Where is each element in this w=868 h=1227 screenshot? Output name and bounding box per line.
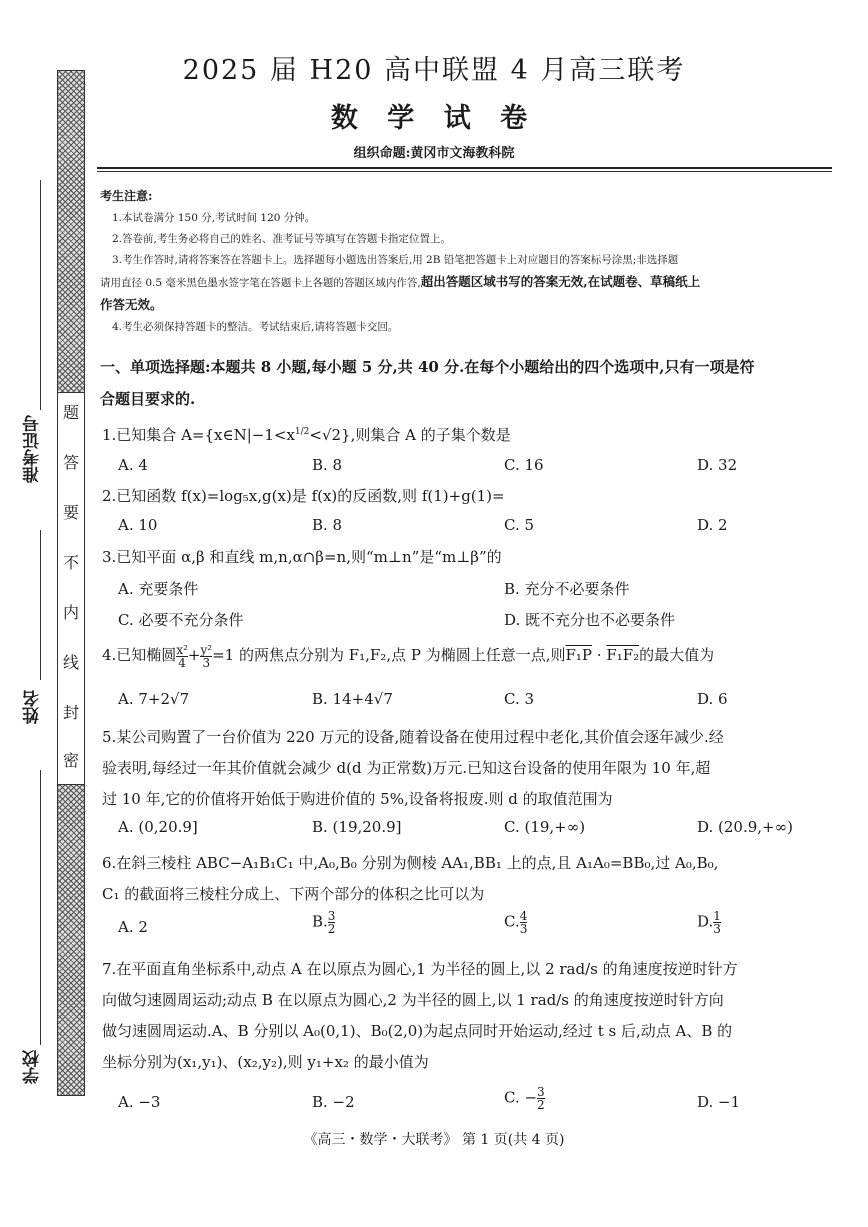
q2-option-a[interactable]: A. 10 [118,516,158,534]
q6-option-c[interactable]: C. $\frac{4}{3}$ [504,909,528,936]
question-7: 7.在平面直角坐标系中,动点 A 在以原点为圆心,1 为半径的圆上,以 2 rad/s 的角速度按逆时针方 向做匀速圆周运动;动点 B 在以原点为圆心,2 为半径的圆上,以 1 rad/s 的角速度按逆时针方向 做匀速圆周运动.A、B 分别以 A₀(0,1)、B₀(2,0)为起点同时开始运动,经过 t s 后,动点 A、B 的 坐标分别为(x₁,y₁)、(x₂,y₂),则 y₁+x₂ 的最小值为 [102,960,738,1071]
notice-item: 1.本试卷满分 150 分,考试时间 120 分钟。 [112,212,316,224]
fraction: $\frac{3}{2}$ [537,1085,545,1112]
q3-option-a[interactable]: A. 充要条件 [118,580,199,598]
q1-option-b[interactable]: B. 8 [312,456,343,474]
notice-item: 作答无效。 [100,297,163,312]
q4-option-b[interactable]: B. 14+4√7 [312,690,393,708]
q7-option-a[interactable]: A. −3 [118,1093,161,1111]
seal-char: 线 [62,653,79,672]
page-footer: 《高三・数学・大联考》 第 1 页(共 4 页) [303,1132,565,1148]
fraction: $\frac{\text{x²}}{4}$ [176,642,188,670]
seal-char: 不 [62,553,79,572]
fraction: $\frac{4}{3}$ [519,909,528,936]
q5-option-a[interactable]: A. (0,20.9] [118,818,198,836]
question-3: 3.已知平面 α,β 和直线 m,n,α∩β=n,则“m⊥n”是“m⊥β”的 [102,548,502,566]
notice-item: 2.答卷前,考生务必将自己的姓名、准考证号等填写在答题卡指定位置上。 [112,233,451,245]
question-4: 4.已知椭圆 $\frac{\text{x²}}{4}$ + $\frac{\text{y²}}{3}$ =1 的两焦点分别为 F₁,F₂,点 P 为椭圆上任意一点,则F₁P · F₁F₂的最大值为 [102,642,715,670]
seal-char: 答 [62,453,79,472]
exam-subject: 数 学 试 卷 [330,103,538,134]
name-label: 姓名 [23,690,43,724]
school-label: 学校 [23,1050,43,1084]
header-rule [97,167,832,169]
q2-option-d[interactable]: D. 2 [697,516,728,534]
q3-option-d[interactable]: D. 既不充分也不必要条件 [504,611,676,629]
q2-option-c[interactable]: C. 5 [504,516,535,534]
q7-option-d[interactable]: D. −1 [697,1093,741,1111]
q7-option-c[interactable]: C. − $\frac{3}{2}$ [504,1085,545,1112]
question-1: 1.已知集合 $A=\{x\in N|-1<x^{1/2}<√2\}$,则集合 A 的子集个数是 [102,426,511,444]
fraction: $\frac{3}{2}$ [327,909,336,936]
q2-option-b[interactable]: B. 8 [312,516,343,534]
q1-option-d[interactable]: D. 32 [697,456,738,474]
exam-title: 2025 届 H20 高中联盟 4 月高三联考 [182,55,686,86]
q5-option-b[interactable]: B. (19,20.9] [312,818,402,836]
exam-id-label: 准考证号 [23,415,43,483]
q5-option-d[interactable]: D. (20.9,+∞) [697,818,793,836]
q4-option-c[interactable]: C. 3 [504,690,535,708]
seal-char: 题 [62,403,79,422]
seal-char: 内 [62,603,79,622]
section-heading: 一、单项选择题:本题共 8 小题,每小题 5 分,共 40 分.在每个小题给出的四个选项中,只有一项是符 合题目要求的. [100,358,755,408]
notice-block [100,186,835,338]
q4-option-d[interactable]: D. 6 [697,690,728,708]
q7-option-b[interactable]: B. −2 [312,1093,355,1111]
question-2: 2.已知函数 f(x)=log₅x,g(x)是 f(x)的反函数,则 f(1)+g(1)= [102,487,505,505]
q6-option-b[interactable]: B. $\frac{3}{2}$ [312,909,336,936]
header-rule-thin [97,171,832,172]
organizer: 组织命题:黄冈市文海教科院 [353,146,515,161]
notice-heading: 考生注意: [100,189,153,203]
school-line [40,770,41,1045]
hatch-strip-bottom [57,784,85,1096]
q1-option-c[interactable]: C. 16 [504,456,544,474]
q4-option-a[interactable]: A. 7+2√7 [118,690,190,708]
seal-char: 密 [62,751,79,770]
q6-option-a[interactable]: A. 2 [118,918,148,936]
q3-option-c[interactable]: C. 必要不充分条件 [118,611,244,629]
notice-item: 4.考生必须保持答题卡的整洁。考试结束后,请将答题卡交回。 [112,321,399,333]
notice-item: 3.考生作答时,请将答案答在答题卡上。选择题每小题选出答案后,用 2B 铅笔把答题卡上对应题目的答案标号涂黑;非选择题 [112,254,679,266]
exam-id-line [40,180,41,410]
fraction: $\frac{1}{3}$ [713,909,721,936]
q6-option-d[interactable]: D. $\frac{1}{3}$ [697,909,721,936]
question-6: 6.在斜三棱柱 ABC−A₁B₁C₁ 中,A₀,B₀ 分别为侧棱 AA₁,BB₁ 上的点,且 A₁A₀=BB₀,过 A₀,B₀, C₁ 的截面将三棱柱分成上、下两个部分的体积之比可以为 [102,854,719,903]
name-line [40,530,41,680]
seal-char: 封 [62,703,79,722]
q1-option-a[interactable]: A. 4 [118,456,148,474]
q5-option-c[interactable]: C. (19,+∞) [504,818,586,836]
fraction: $\frac{\text{y²}}{3}$ [200,642,213,670]
notice-item: 请用直径 0.5 毫米黑色墨水签字笔在答题卡上各题的答题区域内作答,超出答题区域书写的答案无效,在试题卷、草稿纸上 [100,274,701,289]
seal-char: 要 [62,503,79,522]
q3-option-b[interactable]: B. 充分不必要条件 [504,580,630,598]
question-5: 5.某公司购置了一台价值为 220 万元的设备,随着设备在使用过程中老化,其价值会逐年减少.经 验表明,每经过一年其价值就会减少 d(d 为正常数)万元.已知这台设备的使用年限为 10 年,超 过 10 年,它的价值将开始低于购进价值的 5%,设备将报废.则 d 的取值范围为 [102,728,724,808]
